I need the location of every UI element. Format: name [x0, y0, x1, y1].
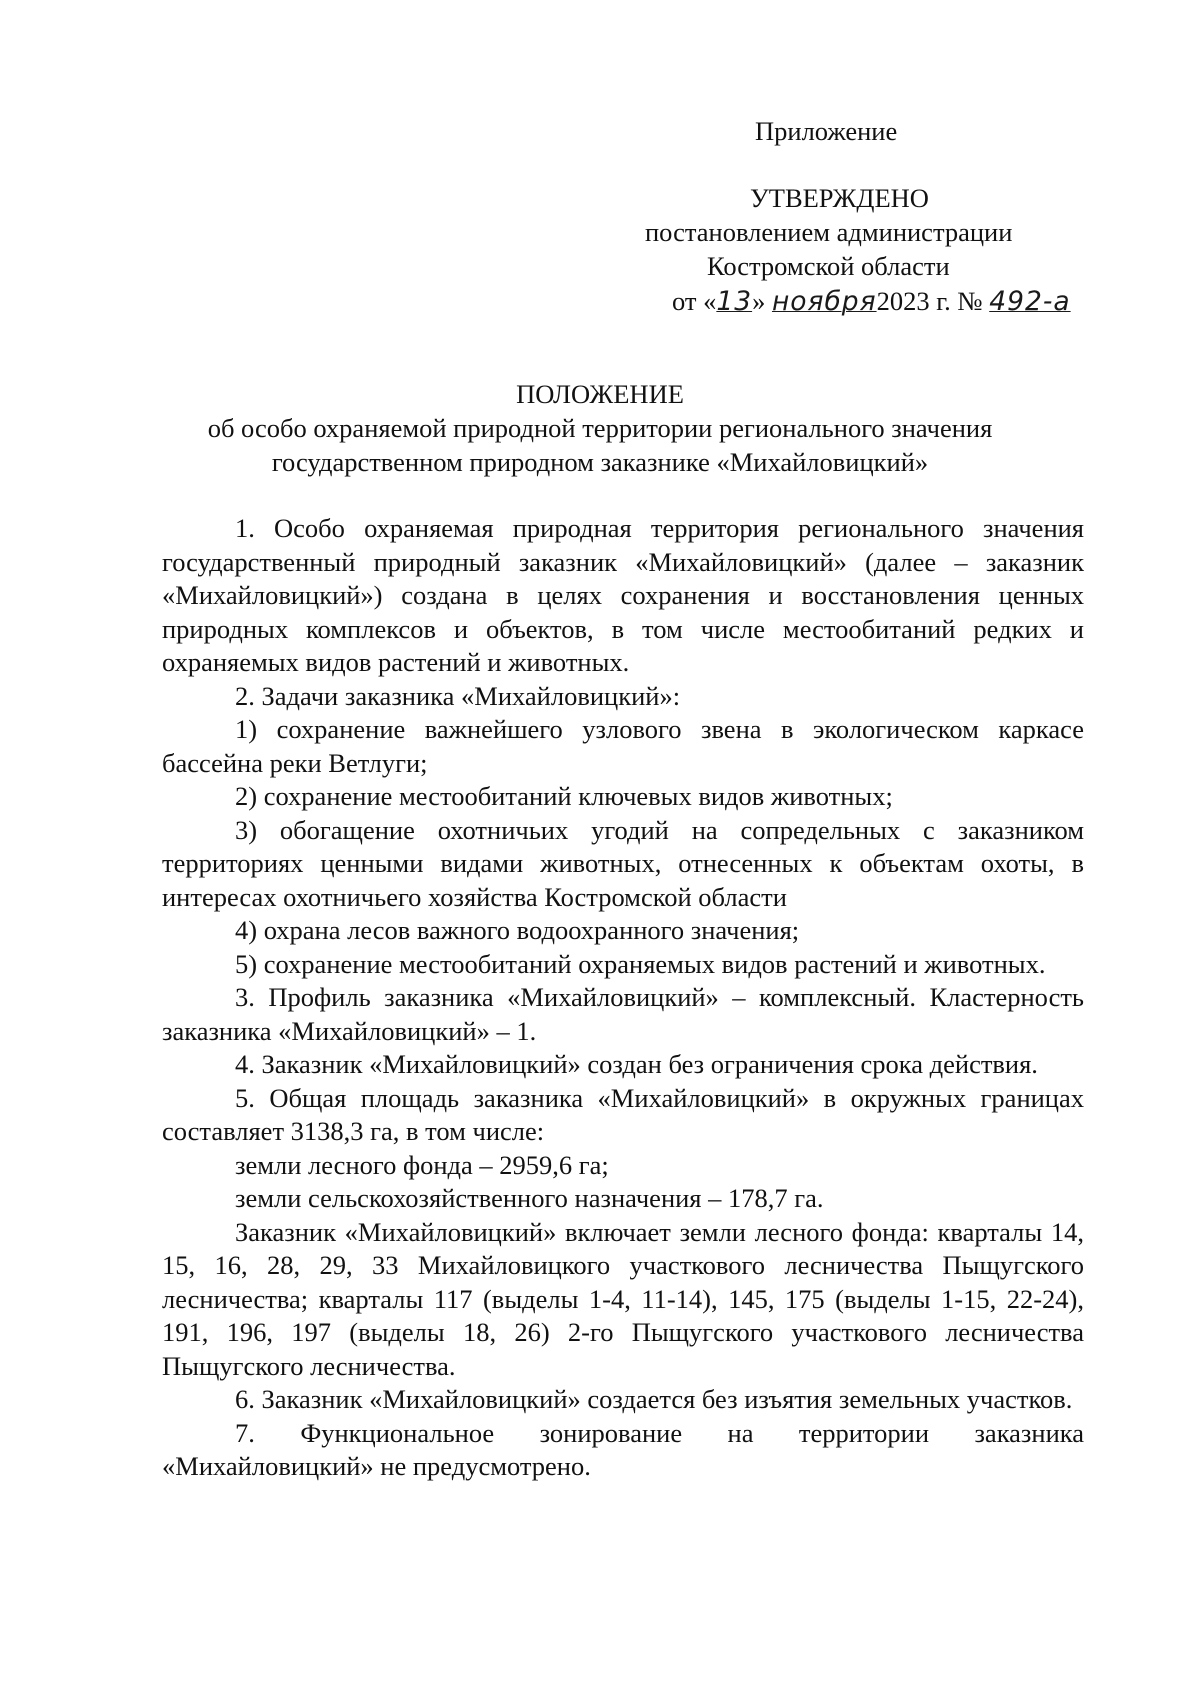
- area-forest-land: земли лесного фонда – 2959,6 га;: [235, 1149, 609, 1180]
- paragraph-5-forest-quarters: Заказник «Михайловицкий» включает земли лесного фонда: кварталы 14, 15, 16, 28, 29, 33 Михайловицкого участкового лесничества Пыщугского лесничества; кварталы 117 (выделы 1-4, 11-14), 145, 175 (выделы 1-15, 22-24), 191, 196, 197 (выделы 18, 26) 2-го Пыщугского участкового лесничества Пыщугского лесничества.: [162, 1216, 1084, 1381]
- document-body: [162, 512, 1084, 1484]
- doc-number-handwritten: 492-а: [989, 286, 1071, 317]
- date-day-handwritten: 13: [716, 286, 753, 317]
- paragraph-6: 6. Заказник «Михайловицкий» создается без изъятия земельных участков.: [235, 1384, 1073, 1414]
- date-month-handwritten: ноября: [771, 286, 877, 317]
- paragraph-2-heading: 2. Задачи заказника «Михайловицкий»:: [235, 680, 681, 711]
- paragraph-4: 4. Заказник «Михайловицкий» создан без ограничения срока действия.: [235, 1049, 1038, 1079]
- appendix-label: Приложение: [755, 116, 898, 146]
- task-item-2: 2) сохранение местообитаний ключевых видов животных;: [235, 781, 893, 811]
- approved-region: Костромской области: [707, 251, 950, 281]
- task-item-4: 4) охрана лесов важного водоохранного значения;: [235, 915, 800, 945]
- paragraph-1: 1. Особо охраняемая природная территория регионального значения государственный природный заказник «Михайловицкий» (далее – заказник «Михайловицкий») создана в целях сохранения и восстановления ценных природных комплексов и объектов, в том числе местообитаний редких и охраняемых видов растений и животных.: [162, 513, 1084, 677]
- date-mid: »: [752, 286, 766, 316]
- task-item-5: 5) сохранение местообитаний охраняемых видов растений и животных.: [235, 948, 1046, 979]
- approved-stamp: УТВЕРЖДЕНО: [750, 183, 929, 213]
- date-year: 2023 г. №: [876, 286, 983, 316]
- paragraph-7: 7. Функциональное зонирование на территории заказника «Михайловицкий» не предусмотрено.: [162, 1417, 1084, 1481]
- date-prefix: от «: [672, 286, 717, 316]
- task-item-3: 3) обогащение охотничьих угодий на сопредельных с заказником территориях ценными видами животных, отнесенных к объектам охоты, в интересах охотничьего хозяйства Костромской области: [162, 814, 1084, 912]
- task-item-1: 1) сохранение важнейшего узлового звена в экологическом каркасе бассейна реки Ветлуги;: [162, 714, 1084, 778]
- approval-date-line: [672, 285, 1071, 319]
- area-agricultural-land: земли сельскохозяйственного назначения – 178,7 га.: [235, 1183, 824, 1213]
- document-subtitle-line1: об особо охраняемой природной территории регионального значения: [207, 413, 993, 443]
- paragraph-3: 3. Профиль заказника «Михайловицкий» – комплексный. Кластерность заказника «Михайловицкий» – 1.: [162, 982, 1084, 1046]
- approved-by-line: постановлением администрации: [645, 217, 1013, 247]
- document-heading: ПОЛОЖЕНИЕ: [516, 379, 684, 409]
- document-subtitle-line2: государственном природном заказнике «Михайловицкий»: [271, 447, 929, 477]
- paragraph-5: 5. Общая площадь заказника «Михайловицкий» в окружных границах составляет 3138,3 га, в том числе:: [162, 1082, 1084, 1146]
